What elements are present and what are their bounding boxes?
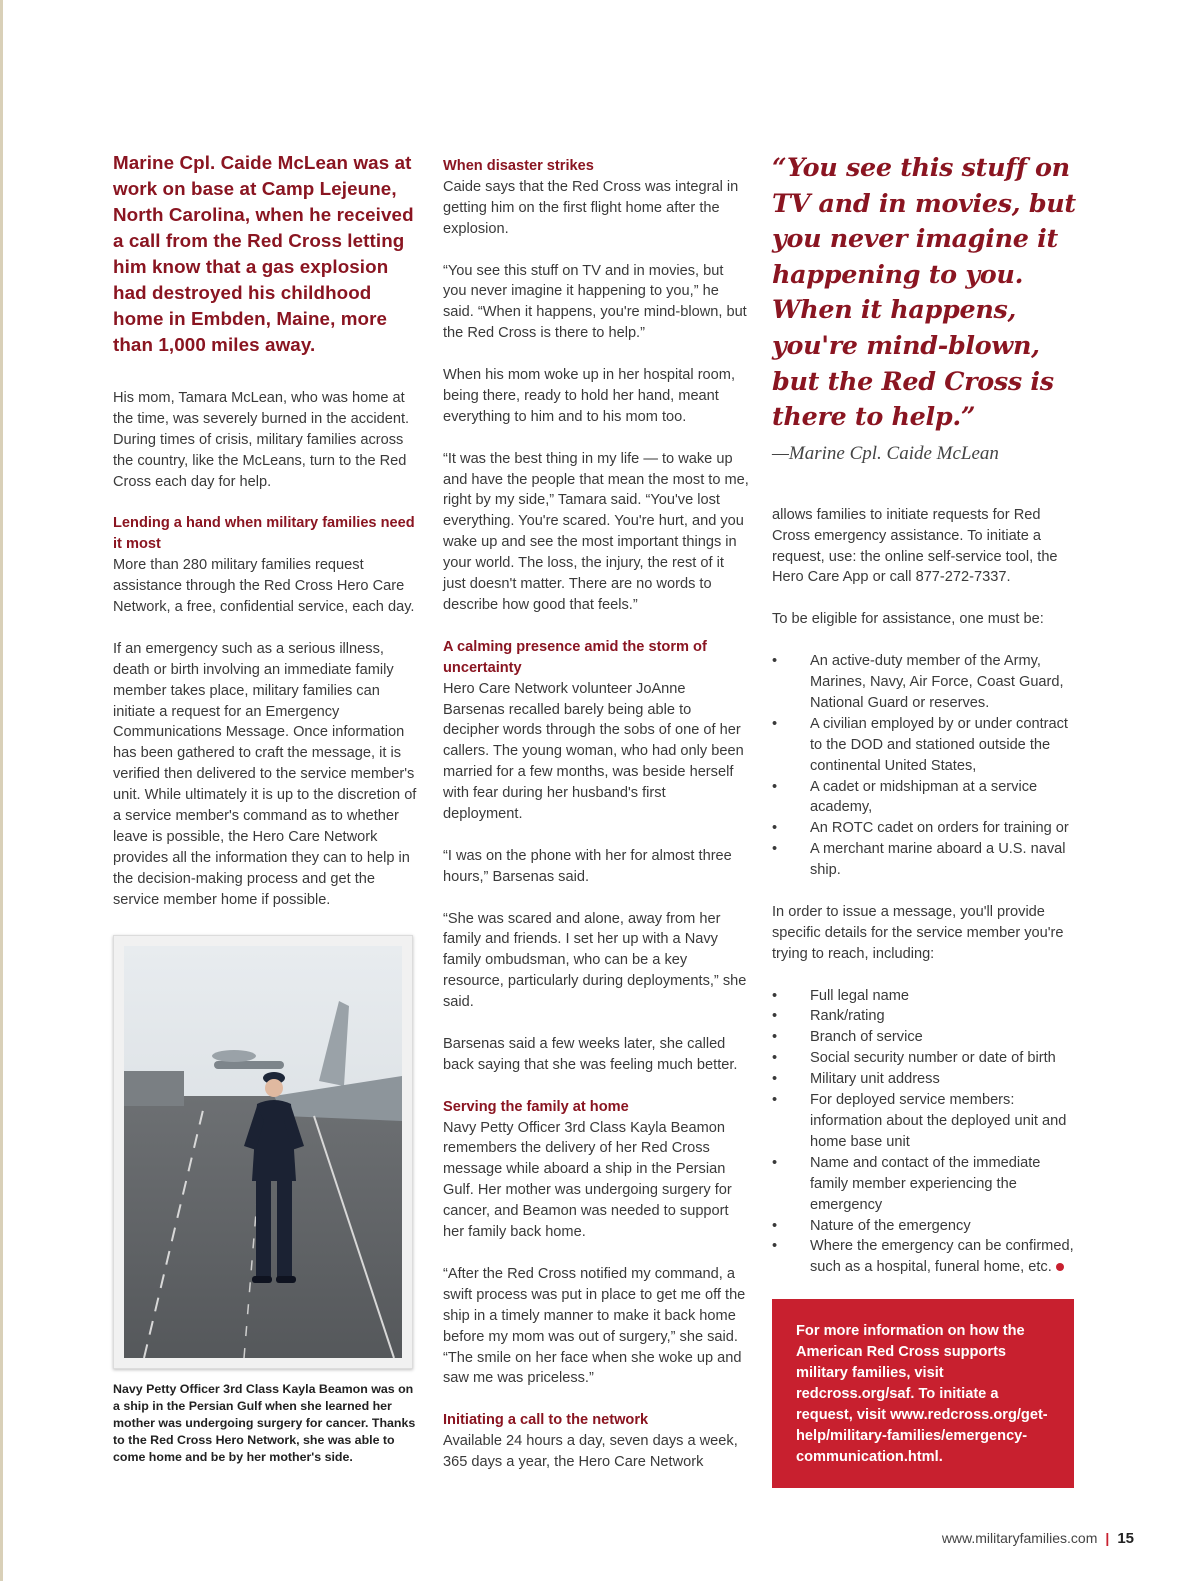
page-footer <box>942 1530 1134 1547</box>
paragraph: If an emergency such as a serious illness, death or birth involving an immediate family member takes place, military families can initiate a request for an Emergency Communications Message. Once information has been gathered to craft the message, it is verified then delivered to the service member's unit. While ultimately it is up to the discretion of a service member's command as to whether leave is possible, the Hero Care Network provides all the information they can to help in the decision-making process and get the service member home if possible. <box>113 640 417 908</box>
pull-quote-attribution: —Marine Cpl. Caide McLean <box>772 442 999 464</box>
photo-frame <box>113 935 413 1369</box>
paragraph: “After the Red Cross notified my command, a swift process was put in place to get me off the ship in a timely manner to make it back home before my mom was out of surgery,” she said. “The smile on her face when she woke up and saw me was priceless.” <box>443 1265 746 1387</box>
list-item: • Military unit address <box>772 1069 1078 1090</box>
subheading-lending-a-hand: Lending a hand when military families need it most <box>113 515 415 553</box>
list-item: • Nature of the emergency <box>772 1216 1078 1237</box>
list-item: • Full legal name <box>772 986 1078 1007</box>
eligibility-list <box>772 651 1078 881</box>
photo-caption: Navy Petty Officer 3rd Class Kayla Beamon was on a ship in the Persian Gulf when she learned her mother was undergoing surgery for cancer. Thanks to the Red Cross Hero Network, she was able to come home and be by her mother's side. <box>113 1381 416 1464</box>
info-box <box>772 1299 1074 1488</box>
paragraph: To be eligible for assistance, one must be: <box>772 611 1044 628</box>
column-middle <box>443 156 749 1494</box>
list-item-last <box>772 1236 1078 1278</box>
info-box-text: For more information on how the American Red Cross supports military families, visit redcross.org/saf. To initiate a request, visit www.redcross.org/get-help/military-families/emergency-communication.html. <box>796 1323 1048 1466</box>
column-left <box>113 150 419 1478</box>
list-item: • A civilian employed by or under contract to the DOD and stationed outside the continental United States, <box>772 714 1078 777</box>
list-item-text: Where the emergency can be confirmed, such as a hospital, funeral home, etc. <box>810 1238 1074 1276</box>
column-right <box>772 150 1078 1488</box>
page-number: 15 <box>1117 1530 1134 1547</box>
end-mark-icon <box>1056 1263 1064 1271</box>
paragraph: “She was scared and alone, away from her family and friends. I set her up with a Navy family ombudsman, who can be a key resource, particularly during deployments,” she said. <box>443 910 747 1011</box>
paragraph: Hero Care Network volunteer JoAnne Barsenas recalled barely being able to decipher words through the sobs of one of her callers. The young woman, who had only been married for a few months, was beside herself with fear during her husband's first deployment. <box>443 680 744 823</box>
footer-url[interactable]: www.militaryfamilies.com <box>941 1530 1098 1546</box>
paragraph: Caide says that the Red Cross was integral in getting him on the first flight home after the explosion. <box>443 178 739 237</box>
page-edge-line <box>0 0 3 1581</box>
details-list <box>772 986 1078 1279</box>
subheading-when-disaster-strikes: When disaster strikes <box>443 158 594 174</box>
paragraph: When his mom woke up in her hospital room, being there, ready to hold her hand, meant everything to him and to his mom too. <box>443 367 736 425</box>
paragraph: Available 24 hours a day, seven days a week, 365 days a year, the Hero Care Network <box>443 1433 738 1471</box>
list-item: • For deployed service members: information about the deployed unit and home base unit <box>772 1090 1078 1153</box>
list-item: • An active-duty member of the Army, Marines, Navy, Air Force, Coast Guard, National Guard or reserves. <box>772 651 1078 714</box>
list-item: • Social security number or date of birth <box>772 1048 1078 1069</box>
subheading-serving-the-family: Serving the family at home <box>443 1098 629 1115</box>
paragraph: “It was the best thing in my life — to wake up and have the people that mean the most to me, right by my side,” Tamara said. “You've lost everything. You're scared. You're hurt, and you wake up and see the most important things in your world. The loss, the injury, the rest of it just doesn't matter. There are no words to describe how good that feels.” <box>443 450 749 613</box>
paragraph: His mom, Tamara McLean, who was home at the time, was severely burned in the accident. During times of crisis, military families across the country, like the McLeans, turn to the Red Cross each day for help. <box>113 390 410 490</box>
intro-lead: Marine Cpl. Caide McLean was at work on base at Camp Lejeune, North Carolina, when he received a call from the Red Cross letting him know that a gas explosion had destroyed his childhood home in Embden, Maine, more than 1,000 miles away. <box>113 152 414 355</box>
paragraph: More than 280 military families request assistance through the Red Cross Hero Care Network, a free, confidential service, each day. <box>113 557 415 616</box>
footer-separator: | <box>1105 1530 1110 1546</box>
list-item: • A cadet or midshipman at a service academy, <box>772 777 1078 819</box>
paragraph: In order to issue a message, you'll provide specific details for the service member you're trying to reach, including: <box>772 903 1064 962</box>
list-item: • A merchant marine aboard a U.S. naval ship. <box>772 839 1078 881</box>
subheading-initiating-a-call: Initiating a call to the network <box>443 1412 649 1429</box>
photo-sailor-on-carrier-deck <box>124 946 402 1358</box>
list-item: • Rank/rating <box>772 1006 1078 1027</box>
list-item: • Name and contact of the immediate family member experiencing the emergency <box>772 1153 1078 1216</box>
subheading-calming-presence: A calming presence amid the storm of uncertainty <box>443 638 707 676</box>
paragraph: Barsenas said a few weeks later, she called back saying that she was feeling much better. <box>443 1035 738 1073</box>
list-item: • Branch of service <box>772 1027 1078 1048</box>
paragraph: allows families to initiate requests for Red Cross emergency assistance. To initiate a request, use: the online self-service tool, the Hero Care App or call 877-272-7337. <box>772 506 1058 586</box>
paragraph: “You see this stuff on TV and in movies, but you never imagine it happening to you,” he said. “When it happens, you're mind-blown, but the Red Cross is there to help.” <box>443 262 747 342</box>
paragraph: Navy Petty Officer 3rd Class Kayla Beamon remembers the delivery of her Red Cross message while aboard a ship in the Persian Gulf. Her mother was undergoing surgery for cancer, and Beamon was needed to support her family back home. <box>443 1119 732 1241</box>
paragraph: “I was on the phone with her for almost three hours,” Barsenas said. <box>443 847 732 885</box>
pull-quote: “You see this stuff on TV and in movies, but you never imagine it happening to you. When it happens, you're mind-blown, but the Red Cross is there to help.” <box>772 152 1076 432</box>
list-item: • An ROTC cadet on orders for training or <box>772 818 1078 839</box>
